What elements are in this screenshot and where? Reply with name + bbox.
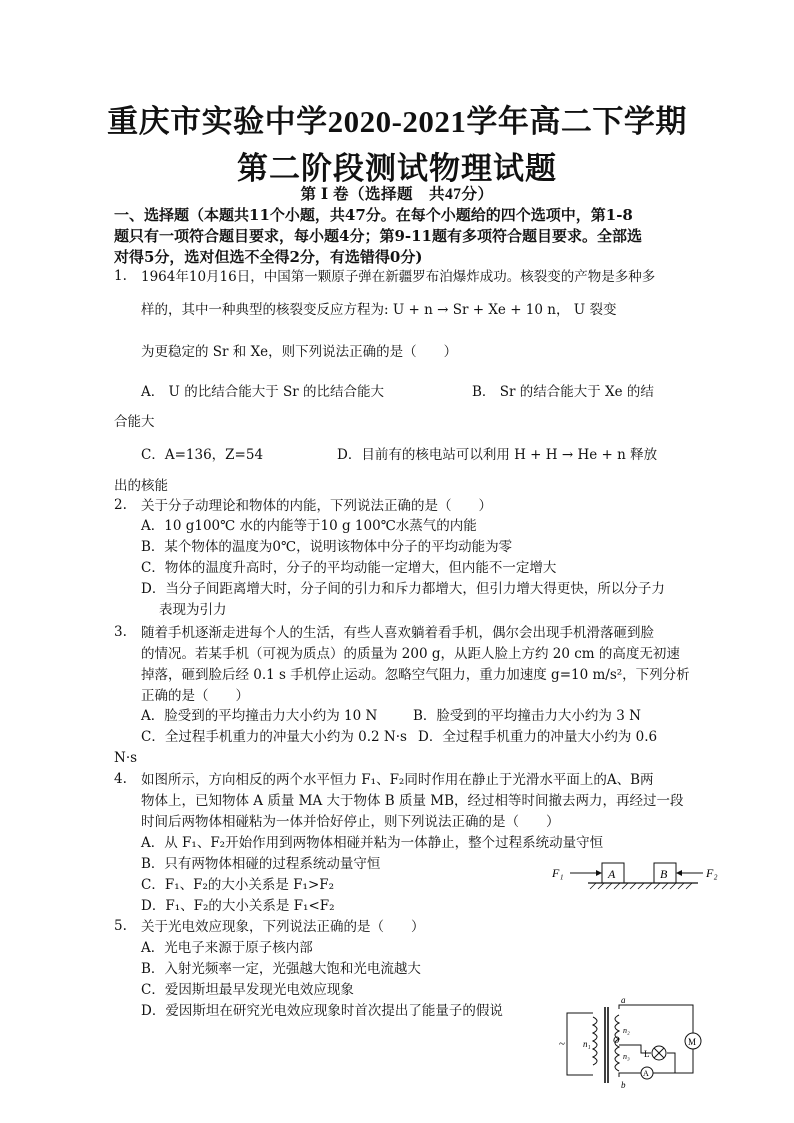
q4-line3: 时间后两物体相碰粘为一体并恰好停止，则下列说法正确的是（ ） xyxy=(141,814,560,830)
transformer-circuit-diagram xyxy=(553,995,723,1090)
q3-option-d-cont: N·s xyxy=(114,750,138,766)
q2-option-c: C．物体的温度升高时，分子的平均动能一定增大，但内能不一定增大 xyxy=(141,560,557,576)
label-n2: n₂ xyxy=(623,1026,630,1035)
q5-option-c: C．爱因斯坦最早发现光电效应现象 xyxy=(141,982,354,998)
label-lamp: L xyxy=(644,1049,650,1059)
q4-fig-block-b-label: B xyxy=(660,867,668,881)
q1-line2-text: 样的，其中一种典型的核裂变反应方程为: xyxy=(141,302,389,318)
label-b: b xyxy=(621,1080,626,1090)
q1-line2-end: U 裂变 xyxy=(573,302,617,318)
q4-force-diagram xyxy=(548,858,728,898)
q4-option-b: B．只有两物体相碰的过程系统动量守恒 xyxy=(141,856,381,872)
q1-line2 xyxy=(141,301,616,319)
section1-instructions xyxy=(114,205,689,268)
q4-option-c: C．F₁、F₂的大小关系是 F₁>F₂ xyxy=(141,877,335,893)
q5-option-b: B．入射光频率一定，光强越大饱和光电流越大 xyxy=(141,961,421,977)
exam-title-line2: 第二阶段测试物理试题 xyxy=(237,151,557,186)
ac-source-symbol: ~ xyxy=(559,1038,565,1050)
q4-fig-f1-arrowhead xyxy=(596,870,602,876)
exam-title-line1: 重庆市实验中学2020-2021学年高二下学期 xyxy=(107,104,687,139)
q4-number: 4. xyxy=(114,771,127,787)
q4-fig-ground-hatching xyxy=(590,883,692,889)
wire-b-bottom xyxy=(619,1073,641,1077)
q3-line3: 掉落，砸到脸后经 0.1 s 手机停止运动。忽略空气阻力，重力加速度 g=10 m/s²，下列分析 xyxy=(141,667,690,683)
label-motor: M xyxy=(688,1037,697,1047)
q2-option-b: B．某个物体的温度为0℃，说明该物体中分子的平均动能为零 xyxy=(141,539,513,555)
q3-option-b: B．脸受到的平均撞击力大小约为 3 N xyxy=(413,708,641,724)
label-a: a xyxy=(621,995,626,1005)
q1-option-b: B． Sr 的结合能大于 Xe 的结 xyxy=(472,384,654,400)
q5-number: 5. xyxy=(114,918,127,934)
primary-coil xyxy=(593,1017,597,1065)
q1-equation: U + n → Sr + Xe + 10 n， xyxy=(392,302,570,318)
q3-option-c: C．全过程手机重力的冲量大小约为 0.2 N·s xyxy=(141,729,407,745)
q4-option-a: A．从 F₁、F₂开始作用到两物体相碰并粘为一体静止，整个过程系统动量守恒 xyxy=(141,835,604,851)
q4-line2: 物体上，已知物体 A 质量 MA 大于物体 B 质量 MB，经过相等时间撤去两力，再经过一段 xyxy=(141,793,684,809)
label-n3: n₃ xyxy=(623,1052,630,1061)
q4-fig-f1-label: F₁ xyxy=(552,866,564,880)
q1-number: 1. xyxy=(114,268,127,284)
q2-option-d: D．当分子间距离增大时，分子间的引力和斥力都增大，但引力增大得更快，所以分子力 xyxy=(141,581,665,597)
q2-option-d-cont: 表现为引力 xyxy=(159,602,227,618)
q1-line3: 为更稳定的 Sr 和 Xe，则下列说法正确的是（ ） xyxy=(141,344,458,360)
q4-line1: 如图所示，方向相反的两个水平恒力 F₁、F₂同时作用在静止于光滑水平面上的A、B两 xyxy=(141,772,654,788)
label-n1: n₁ xyxy=(583,1039,591,1049)
q3-line1: 随着手机逐渐走进每个人的生活，有些人喜欢躺着看手机，偶尔会出现手机滑落砸到脸 xyxy=(141,625,654,641)
q4-option-d: D．F₁、F₂的大小关系是 F₁<F₂ xyxy=(141,898,335,914)
q3-option-a: A．脸受到的平均撞击力大小约为 10 N xyxy=(141,708,378,724)
q3-number: 3. xyxy=(114,624,127,640)
q1-option-d: D．目前有的核电站可以利用 H + H → He + n 释放 xyxy=(337,447,658,463)
wire-a-top xyxy=(619,1005,693,1033)
wire-lamp-right xyxy=(667,1053,675,1073)
q2-stem: 关于分子动理论和物体的内能，下列说法正确的是（ ） xyxy=(141,498,492,514)
volume-title: 第 Ⅰ 卷（选择题 共47分） xyxy=(300,186,494,203)
q4-fig-block-a-label: A xyxy=(608,867,616,881)
section1-line2: 题只有一项符合题目要求，每小题4分；第9-11题有多项符合题目要求。全部选 xyxy=(114,227,642,245)
q5-stem: 关于光电效应现象，下列说法正确的是（ ） xyxy=(141,919,425,935)
q5-option-d: D．爱因斯坦在研究光电效应现象时首次提出了能量子的假说 xyxy=(141,1003,503,1019)
q3-option-d: D．全过程手机重力的冲量大小约为 0.6 xyxy=(418,729,658,745)
q1-option-a: A． U 的比结合能大于 Sr 的比结合能大 xyxy=(141,384,384,400)
q1-option-d-cont: 出的核能 xyxy=(114,478,168,494)
q4-fig-f2-label: F₂ xyxy=(706,866,718,880)
q4-fig-f2-arrowhead xyxy=(676,870,682,876)
q2-option-a: A．10 g100℃ 水的内能等于10 g 100℃水蒸气的内能 xyxy=(141,518,477,534)
label-ammeter: A xyxy=(643,1069,649,1078)
section1-line1: 一、选择题（本题共11个小题，共47分。在每个小题给的四个选项中，第1-8 xyxy=(114,206,633,224)
q3-line4: 正确的是（ ） xyxy=(141,688,249,704)
q1-line1: 1964年10月16日，中国第一颗原子弹在新疆罗布泊爆炸成功。核裂变的产物是多种多 xyxy=(141,269,656,285)
label-o: O xyxy=(613,1035,620,1045)
q5-option-a: A．光电子来源于原子核内部 xyxy=(141,940,313,956)
q1-option-b-cont: 合能大 xyxy=(114,414,155,430)
q3-line2: 的情况。若某手机（可视为质点）的质量为 200 g，从距人脸上方约 20 cm 的高度无初速 xyxy=(141,646,680,662)
q1-option-c: C．A=136，Z=54 xyxy=(141,447,264,463)
section1-line3: 对得5分，选对但选不全得2分，有选错得0分) xyxy=(114,248,423,266)
q2-number: 2. xyxy=(114,497,127,513)
